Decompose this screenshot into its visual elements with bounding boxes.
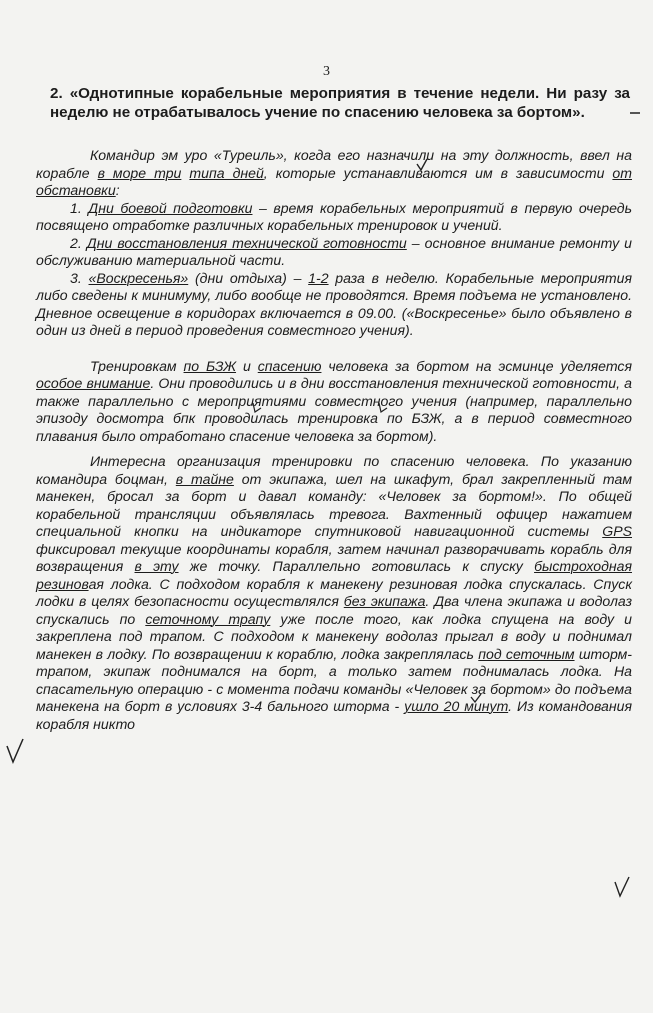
page-number: 3 bbox=[323, 64, 330, 79]
paragraph-1: Командир эм уро «Туреиль», когда его назначили на эту должность, ввел на корабле в море три типа дней, которые устанавливаются им в зависимости от обстановки: bbox=[36, 147, 632, 198]
paragraph-2: 1. Дни боевой подготовки – время корабельных мероприятий в первую очередь посвящено отработке различных корабельных тренировок и учений. bbox=[36, 199, 632, 233]
paragraph-5: Тренировкам по БЗЖ и спасению человека за бортом на эсминце уделяется особое внимание. Они проводились и в дни восстановления технической готовности, а также параллельно с мероприятиями совместного учения (например, параллельно эпизоду досмотра бпк проводилась тренировка по БЗЖ, а в период совместного плавания было отработано спасение человека за бортом). bbox=[36, 357, 633, 444]
section-heading: 2. «Однотипные корабельные мероприятия в течение недели. Ни разу за неделю не отрабатывалось учение по спасению человека за бортом». bbox=[50, 85, 630, 121]
check-mark-icon bbox=[252, 402, 262, 414]
paragraph-3: 2. Дни восстановления технической готовности – основное внимание ремонту и обслуживанию материальной части. bbox=[36, 234, 633, 268]
paragraph-6: Интересна организация тренировки по спасению человека. По указанию командира боцман, в тайне от экипажа, шел на шкафут, брал закрепленный там манекен, бросал за борт и давал команду: «Человек за бортом!». По общей корабельной трансляции объявлялась тревога. Вахтенный офицер нажатием специальной кнопки на индикаторе спутниковой навигационной системы GPS фиксировал текущие координаты корабля, затем начинал разворачивать корабль для возвращения в эту же точку. Параллельно готовилась к спуску быстроходная резиновая лодка. С подходом корабля к манекену резиновая лодка спускалась. Спуск лодки в целях безопасности осуществлялся без экипажа. Два члена экипажа и водолаз спускались по сеточному трапу уже после того, как лодка спущена на воду и закреплена под трапом. С подходом к манекену водолаз прыгал в воду и поднимал манекен в лодку. По возвращении к кораблю, лодка закреплялась под сеточным шторм-трапом, экипаж поднимался на борт, а только затем поднималась лодка. На спасательную операцию - с момента подачи команды «Человек за бортом» до подъема манекена на борт в условиях 3-4 бального шторма - ушло 20 минут. Из командования корабля никто bbox=[36, 453, 632, 732]
check-mark-icon bbox=[6, 738, 24, 764]
check-mark-icon bbox=[470, 693, 482, 703]
check-mark-icon bbox=[614, 876, 630, 898]
margin-dash-mark bbox=[630, 112, 640, 114]
check-mark-icon bbox=[416, 158, 428, 172]
check-mark-icon bbox=[378, 402, 388, 414]
paragraph-4: 3. «Воскресенья» (дни отдыха) – 1-2 раза в неделю. Корабельные мероприятия либо сведены к минимуму, либо вообще не проводятся. Время подъема не установлено. Дневное освещение в коридорах включается в 09.00. («Воскресенье» было объявлено в один из дней в период проведения совместного учения). bbox=[36, 269, 633, 338]
body-text bbox=[36, 147, 632, 733]
